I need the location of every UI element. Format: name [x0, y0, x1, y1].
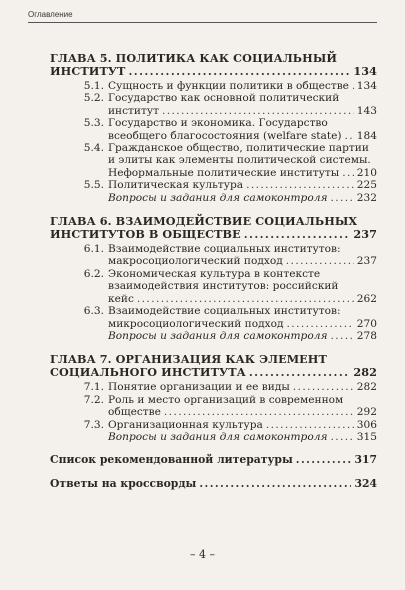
- toc-page-number: 282: [356, 381, 377, 394]
- dot-leader: [352, 80, 354, 92]
- toc-section: [82, 268, 377, 305]
- dot-leader: [330, 330, 353, 342]
- toc-entry-line: [50, 65, 377, 78]
- toc-entry-text: ИНСТИТУТОВ В ОБЩЕСТВЕ: [50, 227, 241, 242]
- toc-entry-text: всеобщего благосостояния (welfare state): [108, 129, 342, 142]
- toc-section: [82, 381, 377, 393]
- section-number: 5.5.: [83, 179, 104, 192]
- questions-label: Вопросы и задания для самоконтроля: [108, 430, 328, 443]
- section-number: 5.2.: [83, 92, 104, 105]
- toc-page-number: 237: [353, 227, 377, 242]
- toc-page-number: 324: [354, 476, 377, 490]
- toc-entry-text: институт: [108, 104, 159, 117]
- toc-entry-line: [50, 228, 377, 241]
- toc-page-number: 134: [353, 64, 377, 78]
- toc-section: [82, 92, 377, 117]
- toc-entry-line: и элиты как элементы политической системы.: [108, 154, 371, 167]
- running-header: Оглавление: [28, 10, 377, 23]
- toc-section: [82, 142, 377, 179]
- toc-entry-line: Взаимодействие социальных институтов:: [108, 243, 341, 256]
- toc-page-number: 232: [356, 191, 377, 204]
- toc-entry-line: ГЛАВА 7. ОРГАНИЗАЦИЯ КАК ЭЛЕМЕНТ: [50, 352, 327, 367]
- toc-entry-line: Гражданское общество, политические партии: [108, 142, 369, 155]
- toc-entry-line: [108, 130, 377, 142]
- toc-entry-text: Сущность и функции политики в обществе: [108, 80, 349, 92]
- toc-entry-line: [108, 406, 377, 418]
- section-number: 7.2.: [83, 393, 104, 406]
- toc-entry-line: [50, 454, 377, 466]
- toc-entry-line: [50, 478, 377, 490]
- toc-entry-text: Организационная культура: [108, 418, 263, 431]
- dot-leader: [296, 454, 352, 466]
- toc-entry-line: [108, 105, 377, 117]
- toc-page-number: 282: [353, 365, 377, 380]
- toc-entry-line: [108, 293, 377, 305]
- toc-entry-text: Список рекомендованной литературы: [50, 453, 293, 467]
- dot-leader: [286, 255, 354, 267]
- toc-entry-text: Понятие организации и ее виды: [108, 381, 290, 394]
- toc-entry-line: Государство и экономика. Государство: [108, 117, 328, 130]
- section-number: 7.1.: [83, 381, 104, 394]
- toc-page-number: 292: [356, 406, 377, 419]
- toc-entry-text: Ответы на кроссворды: [50, 476, 197, 490]
- toc-entry-line: Взаимодействие социальных институтов:: [108, 305, 341, 318]
- dot-leader: [345, 130, 354, 142]
- toc-entry-line: [108, 318, 377, 330]
- toc-entry-line: [108, 419, 377, 431]
- toc-page-number: 262: [356, 292, 377, 305]
- toc-page-number: 225: [356, 179, 377, 192]
- dot-leader: [330, 192, 353, 204]
- toc-page-number: 317: [354, 453, 377, 467]
- toc-page-number: 315: [356, 430, 377, 443]
- section-number: 5.4.: [83, 142, 104, 155]
- dot-leader: [199, 478, 351, 490]
- toc-entry-text: СОЦИАЛЬНОГО ИНСТИТУТА: [50, 365, 246, 380]
- dot-leader: [164, 406, 354, 418]
- toc-page-number: 134: [356, 80, 377, 92]
- page-number: – 4 –: [190, 548, 215, 561]
- toc-page-number: 143: [356, 104, 377, 117]
- section-number: 5.3.: [83, 117, 104, 130]
- toc-chapter: [50, 353, 377, 379]
- dot-leader: [342, 167, 354, 179]
- toc-entry-line: ГЛАВА 5. ПОЛИТИКА КАК СОЦИАЛЬНЫЙ: [50, 51, 338, 65]
- toc-section: [82, 305, 377, 330]
- toc-section: [82, 179, 377, 191]
- dot-leader: [246, 179, 354, 191]
- dot-leader: [249, 366, 351, 379]
- toc-entry-line: [108, 192, 377, 204]
- toc-entry-line: [108, 431, 377, 443]
- table-of-contents: [50, 51, 377, 490]
- dot-leader: [293, 381, 354, 393]
- dot-leader: [137, 293, 354, 305]
- toc-page-number: 184: [356, 129, 377, 142]
- section-number: 6.1.: [83, 243, 104, 256]
- toc-entry-text: Политическая культура: [108, 179, 244, 192]
- toc-entry-line: [50, 366, 377, 379]
- questions-label: Вопросы и задания для самоконтроля: [108, 329, 328, 342]
- toc-section: [82, 419, 377, 431]
- section-number: 5.1.: [83, 80, 104, 92]
- toc-section: [82, 394, 377, 419]
- toc-chapter: [50, 215, 377, 241]
- toc-section: [82, 80, 377, 92]
- toc-page-number: 270: [356, 317, 377, 330]
- toc-entry-line: Экономическая культура в контексте: [108, 267, 321, 280]
- toc-entry-text: Неформальные политические институты: [108, 166, 340, 179]
- dot-leader: [162, 105, 354, 117]
- section-number: 6.2.: [83, 267, 104, 280]
- toc-entry-text: кейс: [108, 292, 134, 305]
- toc-page-number: 210: [356, 166, 377, 179]
- dot-leader: [287, 318, 354, 330]
- dot-leader: [128, 65, 350, 78]
- toc-section: [82, 243, 377, 268]
- toc-entry-line: [108, 330, 377, 342]
- section-number: 6.3.: [83, 305, 104, 318]
- toc-entry-line: [108, 80, 377, 92]
- dot-leader: [330, 431, 353, 443]
- dot-leader: [266, 419, 354, 431]
- answers-entry: [50, 478, 377, 490]
- questions-label: Вопросы и задания для самоконтроля: [108, 191, 328, 204]
- toc-entry-line: [108, 255, 377, 267]
- section-number: 7.3.: [83, 418, 104, 431]
- toc-page-number: 237: [356, 255, 377, 268]
- toc-page-number: 278: [356, 329, 377, 342]
- toc-entry-line: [108, 167, 377, 179]
- references-entry: [50, 454, 377, 466]
- toc-entry-text: ИНСТИТУТ: [50, 64, 126, 78]
- toc-entry-text: макросоциологический подход: [108, 255, 283, 268]
- toc-entry-line: взаимодействия институтов: российский: [108, 280, 339, 293]
- toc-entry-line: ГЛАВА 6. ВЗАИМОДЕЙСТВИЕ СОЦИАЛЬНЫХ: [50, 214, 358, 229]
- toc-entry-line: Государство как основной политический: [108, 92, 340, 105]
- toc-entry-line: [108, 179, 377, 191]
- toc-section: [82, 117, 377, 142]
- toc-entry-line: Роль и место организаций в современном: [108, 393, 344, 406]
- toc-entry-line: [108, 381, 377, 393]
- toc-chapter: [50, 52, 377, 78]
- dot-leader: [244, 228, 351, 241]
- toc-entry-text: микросоциологический подход: [108, 317, 284, 330]
- toc-page-number: 306: [356, 418, 377, 431]
- toc-entry-text: обществе: [108, 406, 161, 419]
